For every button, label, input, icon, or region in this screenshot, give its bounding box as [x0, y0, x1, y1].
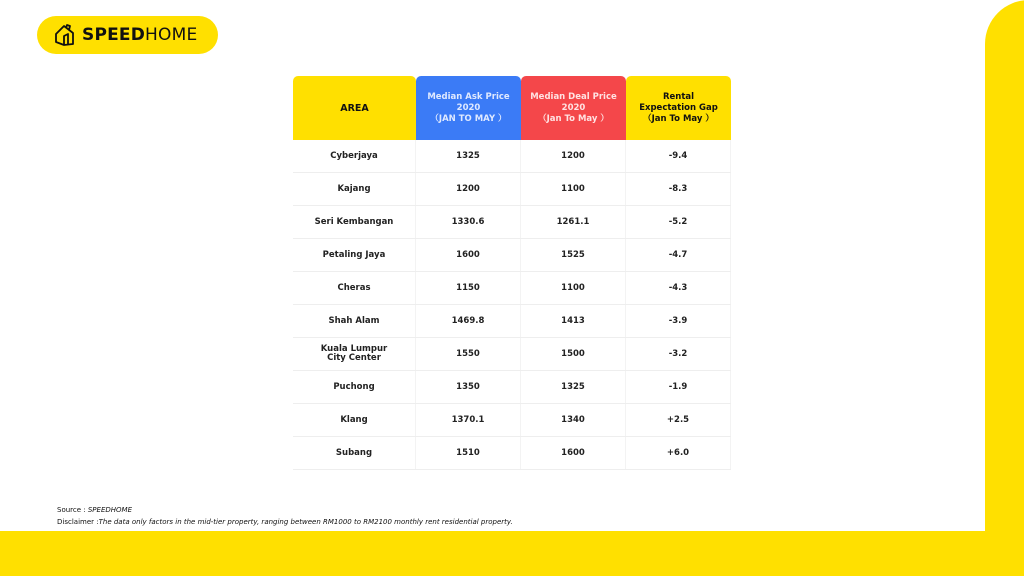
table-row — [293, 272, 731, 305]
header-median-deal-price: Median Deal Price 2020 （Jan To May ） — [521, 76, 626, 140]
source-note: Source : SPEEDHOME — [57, 506, 132, 514]
cell-median-deal-price: 1200 — [521, 140, 626, 172]
cell-rental-expectation-gap: -4.3 — [626, 272, 731, 304]
cell-rental-expectation-gap: -9.4 — [626, 140, 731, 172]
cell-rental-expectation-gap: -1.9 — [626, 371, 731, 403]
cell-median-ask-price: 1350 — [416, 371, 521, 403]
cell-median-deal-price: 1261.1 — [521, 206, 626, 238]
table-row — [293, 437, 731, 470]
cell-area: Kuala Lumpur City Center — [293, 338, 416, 370]
cell-area: Puchong — [293, 371, 416, 403]
rental-gap-table — [293, 76, 731, 470]
table-row — [293, 404, 731, 437]
cell-median-deal-price: 1100 — [521, 272, 626, 304]
table-row — [293, 338, 731, 371]
decorative-band-bottom — [0, 531, 1024, 576]
cell-median-ask-price: 1370.1 — [416, 404, 521, 436]
cell-area: Shah Alam — [293, 305, 416, 337]
cell-median-ask-price: 1330.6 — [416, 206, 521, 238]
cell-median-ask-price: 1325 — [416, 140, 521, 172]
cell-median-ask-price: 1200 — [416, 173, 521, 205]
header-median-ask-price: Median Ask Price 2020 （JAN TO MAY ） — [416, 76, 521, 140]
decorative-band-right — [985, 0, 1024, 560]
cell-median-ask-price: 1469.8 — [416, 305, 521, 337]
cell-median-ask-price: 1510 — [416, 437, 521, 469]
cell-median-deal-price: 1500 — [521, 338, 626, 370]
table-row — [293, 140, 731, 173]
cell-median-ask-price: 1600 — [416, 239, 521, 271]
cell-median-deal-price: 1600 — [521, 437, 626, 469]
cell-median-ask-price: 1550 — [416, 338, 521, 370]
cell-area: Cyberjaya — [293, 140, 416, 172]
cell-rental-expectation-gap: -4.7 — [626, 239, 731, 271]
house-icon — [54, 23, 76, 47]
cell-median-deal-price: 1325 — [521, 371, 626, 403]
disclaimer-note: Disclaimer :The data only factors in the mid-tier property, ranging between RM1000 to RM2100 monthly rent residential property. — [57, 518, 513, 526]
logo-text-bold: SPEED — [82, 25, 146, 45]
table-body — [293, 140, 731, 470]
cell-median-deal-price: 1340 — [521, 404, 626, 436]
table-row — [293, 206, 731, 239]
logo-text-light: HOME — [145, 25, 198, 45]
cell-median-deal-price: 1413 — [521, 305, 626, 337]
cell-area: Klang — [293, 404, 416, 436]
cell-rental-expectation-gap: -3.9 — [626, 305, 731, 337]
table-row — [293, 371, 731, 404]
cell-area: Subang — [293, 437, 416, 469]
cell-area: Petaling Jaya — [293, 239, 416, 271]
cell-rental-expectation-gap: -3.2 — [626, 338, 731, 370]
cell-rental-expectation-gap: -5.2 — [626, 206, 731, 238]
cell-rental-expectation-gap: -8.3 — [626, 173, 731, 205]
header-area: AREA — [293, 76, 416, 140]
cell-rental-expectation-gap: +2.5 — [626, 404, 731, 436]
cell-median-ask-price: 1150 — [416, 272, 521, 304]
cell-area: Seri Kembangan — [293, 206, 416, 238]
cell-rental-expectation-gap: +6.0 — [626, 437, 731, 469]
header-rental-expectation-gap: Rental Expectation Gap （Jan To May ） — [626, 76, 731, 140]
cell-area: Cheras — [293, 272, 416, 304]
cell-area: Kajang — [293, 173, 416, 205]
table-row — [293, 305, 731, 338]
speedhome-logo — [37, 16, 218, 54]
cell-median-deal-price: 1525 — [521, 239, 626, 271]
table-header — [293, 76, 731, 140]
cell-median-deal-price: 1100 — [521, 173, 626, 205]
table-row — [293, 239, 731, 272]
table-row — [293, 173, 731, 206]
